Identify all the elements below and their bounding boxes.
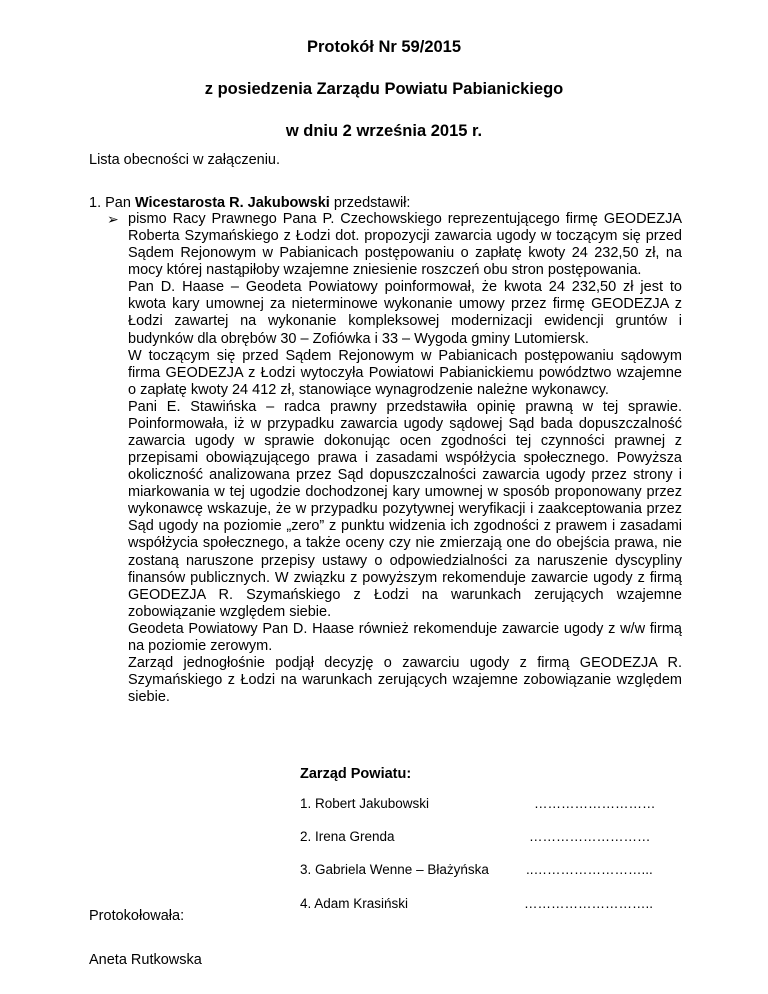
document-date: w dniu 2 września 2015 r. [285,122,483,140]
member-name: 4. Adam Krasiński [300,896,409,911]
signature-row [300,795,656,812]
signature-line: ..……………………... [526,862,653,877]
signature-line: ……………………… [529,829,651,844]
signature-row [300,895,654,912]
document-title: Protokół Nr 59/2015 [306,38,462,56]
paragraph-3: W toczącym się przed Sądem Rejonowym w Pabianicach postępowaniu sądowym firma GEODEZJA z Łodzi wytoczyła Powiatowi Pabianickiemu powództwo wzajemne o zapłatę kwoty 24 412 zł, stanowiące wynagrodzenie należne wykonawcy. [128,347,682,398]
agenda-item-1-header [89,195,410,212]
member-name: 3. Gabriela Wenne – Błażyńska [300,862,489,877]
board-heading: Zarząd Powiatu: [300,766,412,782]
member-name: 2. Irena Grenda [300,829,395,844]
paragraph-4: Pani E. Stawińska – radca prawny przedstawiła opinię prawną w tej sprawie. Poinformowała, iż w przypadku zawarcia ugody sądowej Sąd bada dopuszczalność zawarcia ugody w sprawie dokonując ocen zgodności tej czynności prawnej z przepisami obowiązującego prawa i zasadami współżycia społecznego. Powyższa okoliczność analizowana przez Sąd dopuszczalności zawarcia ugody przez strony i miarkowania w tej ugodzie dochodzonej kary umownej w sposób proponowany przez wykonawcę wskazuje, że w przypadku pozytywnej weryfikacji i zaakceptowania przez Sąd ugody na poziomie „zero” z punktu widzenia ich zgodności z prawem i zasadami współżycia społecznego, a także oceny czy nie zmierzają one do obejścia prawa, nie zostaną naruszone przepisy ustawy o odpowiedzialności za naruszenie dyscypliny finansów publicznych. W związku z powyższym rekomenduje zawarcie ugody z firmą GEODEZJA R. Szymańskiego z Łodzi na warunkach zerujących wzajemne zobowiązanie względem siebie. [128,398,682,620]
signature-row [300,861,653,878]
member-name: 1. Robert Jakubowski [300,796,430,811]
paragraph-5: Geodeta Powiatowy Pan D. Haase również rekomenduje zawarcie ugody z w/w firmą na poziomie zerowym. [128,620,682,654]
paragraph-2: Pan D. Haase – Geodeta Powiatowy poinformował, że kwota 24 232,50 zł jest to kwota kary umownej za nieterminowe wykonanie umowy przez firmę GEODEZJA z Łodzi zawartej na wykonanie kompleksowej modernizacji ewidencji gruntów i budynków dla obrębów 30 – Zofiówka i 33 – Wygoda gminy Lutomiersk. [128,279,682,347]
signature-row [300,828,651,845]
item-suffix: przedstawił: [329,195,411,211]
protocol-author: Aneta Rutkowska [89,952,202,968]
signature-line: ……………………….. [524,896,654,911]
bullet-arrow-icon: ➢ [107,211,119,227]
paragraph-6: Zarząd jednogłośnie podjął decyzję o zawarciu ugody z firmą GEODEZJA R. Szymańskiego z Łodzi na warunkach zerujących wzajemne zobowiązanie względem siebie. [128,655,682,706]
item-speaker: Wicestarosta R. Jakubowski [134,195,330,211]
item-prefix: 1. Pan [89,195,135,211]
document-subtitle: z posiedzenia Zarządu Powiatu Pabianickiego [204,80,564,98]
signature-line: ……………………… [534,796,656,811]
protocol-label: Protokołowała: [89,908,185,924]
attendance-note: Lista obecności w załączeniu. [89,152,281,168]
paragraph-1: pismo Racy Prawnego Pana P. Czechowskiego reprezentującego firmę GEODEZJA Roberta Szymańskiego z Łodzi dot. propozycji zawarcia ugody w toczącym się przed Sądem Rejonowym w Pabianicach postępowaniu o zapłatę kwoty 24 232,50 zł, na mocy której nastąpiłoby wzajemne zniesienie roszczeń obu stron postępowania. [128,211,682,279]
agenda-item-1-body [128,211,682,706]
